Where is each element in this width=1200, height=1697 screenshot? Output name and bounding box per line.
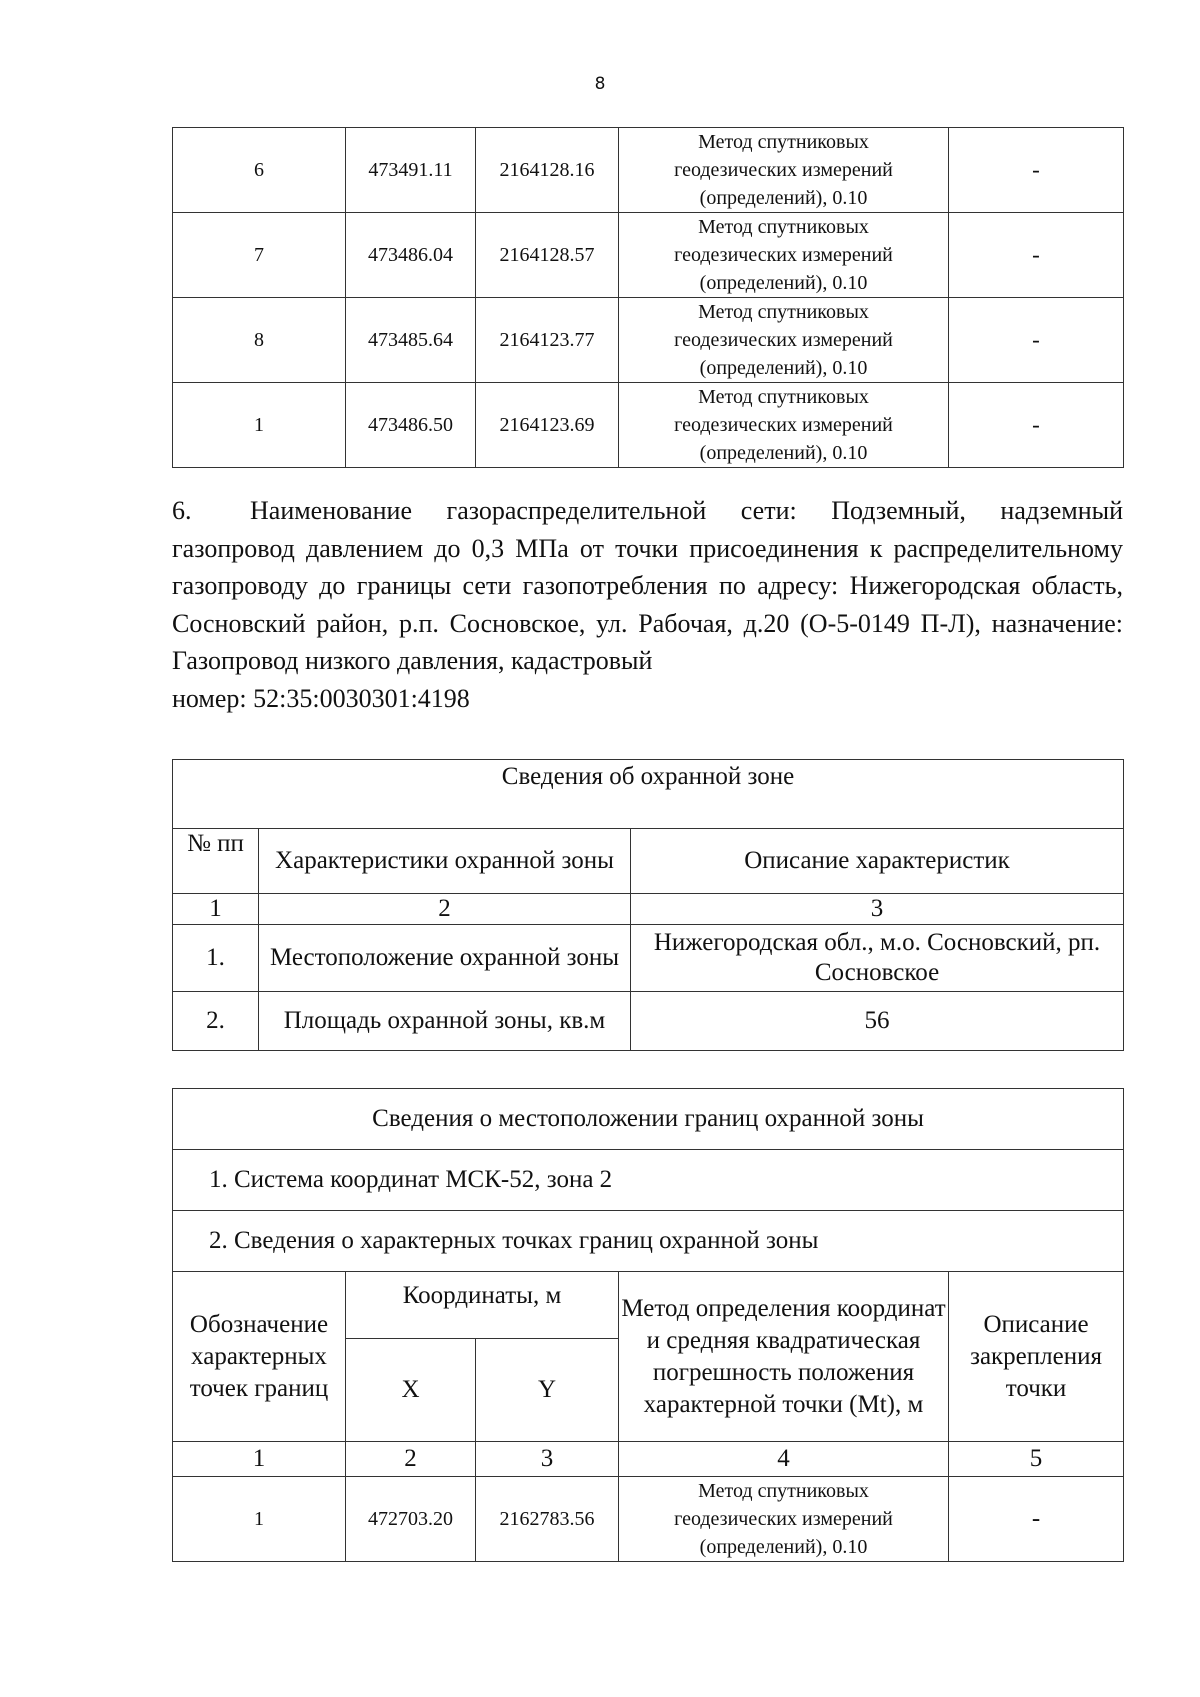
zone-info-table (172, 759, 1124, 1051)
points-caption: 2. Сведения о характерных точках границ охранной зоны (173, 1211, 1124, 1272)
header-method: Метод определения координат и средняя квадратическая погрешность положения характерной точки (Mt), м (619, 1272, 949, 1442)
header-characteristic: Характеристики охранной зоны (259, 829, 631, 894)
index-cell: 2 (346, 1442, 476, 1477)
point-id: 1 (173, 1477, 346, 1562)
table-row (173, 1477, 1124, 1562)
points-table (172, 127, 1124, 468)
method-cell: Метод спутниковых геодезических измерений (определений), 0.10 (619, 213, 949, 298)
point-id: 8 (173, 298, 346, 383)
fixation-cell: - (949, 213, 1124, 298)
table-row (173, 925, 1124, 992)
section-text: Наименование газораспределительной сети: Подземный, надземный газопровод давлением до 0,3 МПа от точки присоединения к распределительному газопроводу до границы сети газопотребления по адресу: Нижегородская область, Сосновский район, р.п. Сосновское, ул. Рабочая, д.20 (О-5-0149 П-Л), назначение: Газопровод низкого давления, кадастровый (172, 496, 1123, 675)
point-id: 6 (173, 128, 346, 213)
method-cell: Метод спутниковых геодезических измерений (определений), 0.10 (619, 298, 949, 383)
table-row (173, 992, 1124, 1051)
fixation-cell: - (949, 383, 1124, 468)
row-characteristic: Площадь охранной зоны, кв.м (259, 992, 631, 1051)
table-index-row (173, 894, 1124, 925)
table-caption-row (173, 1150, 1124, 1211)
index-cell: 1 (173, 894, 259, 925)
header-designation: Обозначение характерных точек границ (173, 1272, 346, 1442)
coord-y: 2164128.16 (476, 128, 619, 213)
index-cell: 5 (949, 1442, 1124, 1477)
section-number: 6. (172, 496, 192, 525)
table-caption-row (173, 1211, 1124, 1272)
coordinate-system: 1. Система координат МСК-52, зона 2 (173, 1150, 1124, 1211)
coord-y: 2164128.57 (476, 213, 619, 298)
coord-x: 473491.11 (346, 128, 476, 213)
header-fixation: Описание закрепления точки (949, 1272, 1124, 1442)
coord-y: 2162783.56 (476, 1477, 619, 1562)
section-6-last-line: номер: 52:35:0030301:4198 (172, 683, 470, 713)
method-cell: Метод спутниковых геодезических измерений (определений), 0.10 (619, 128, 949, 213)
page-number: 8 (594, 74, 606, 94)
table-header-row (173, 1272, 1124, 1339)
point-id: 7 (173, 213, 346, 298)
coord-y: 2164123.69 (476, 383, 619, 468)
section-6-body (172, 492, 1123, 680)
header-x: X (346, 1339, 476, 1442)
table-index-row (173, 1442, 1124, 1477)
method-cell: Метод спутниковых геодезических измерений (определений), 0.10 (619, 383, 949, 468)
row-characteristic: Местоположение охранной зоны (259, 925, 631, 992)
index-cell: 3 (631, 894, 1124, 925)
header-number: № пп (173, 829, 259, 894)
coord-x: 473486.04 (346, 213, 476, 298)
index-cell: 1 (173, 1442, 346, 1477)
row-number: 1. (173, 925, 259, 992)
coord-x: 473486.50 (346, 383, 476, 468)
header-y: Y (476, 1339, 619, 1442)
coord-x: 473485.64 (346, 298, 476, 383)
table-row (173, 213, 1124, 298)
fixation-cell: - (949, 1477, 1124, 1562)
table-row (173, 383, 1124, 468)
table-title-row (173, 1089, 1124, 1150)
coord-x: 472703.20 (346, 1477, 476, 1562)
method-cell: Метод спутниковых геодезических измерений (определений), 0.10 (619, 1477, 949, 1562)
boundary-table (172, 1088, 1124, 1562)
index-cell: 4 (619, 1442, 949, 1477)
row-description: 56 (631, 992, 1124, 1051)
section-6-paragraph (172, 492, 1123, 717)
index-cell: 3 (476, 1442, 619, 1477)
row-number: 2. (173, 992, 259, 1051)
header-description: Описание характеристик (631, 829, 1124, 894)
header-coords: Координаты, м (346, 1272, 619, 1339)
table-header-row (173, 829, 1124, 894)
index-cell: 2 (259, 894, 631, 925)
boundary-table-title: Сведения о местоположении границ охранной зоны (173, 1089, 1124, 1150)
fixation-cell: - (949, 298, 1124, 383)
point-id: 1 (173, 383, 346, 468)
fixation-cell: - (949, 128, 1124, 213)
table-row (173, 128, 1124, 213)
table-title-row (173, 760, 1124, 829)
coord-y: 2164123.77 (476, 298, 619, 383)
zone-table-title: Сведения об охранной зоне (173, 760, 1124, 829)
table-row (173, 298, 1124, 383)
row-description: Нижегородская обл., м.о. Сосновский, рп. Сосновское (631, 925, 1124, 992)
